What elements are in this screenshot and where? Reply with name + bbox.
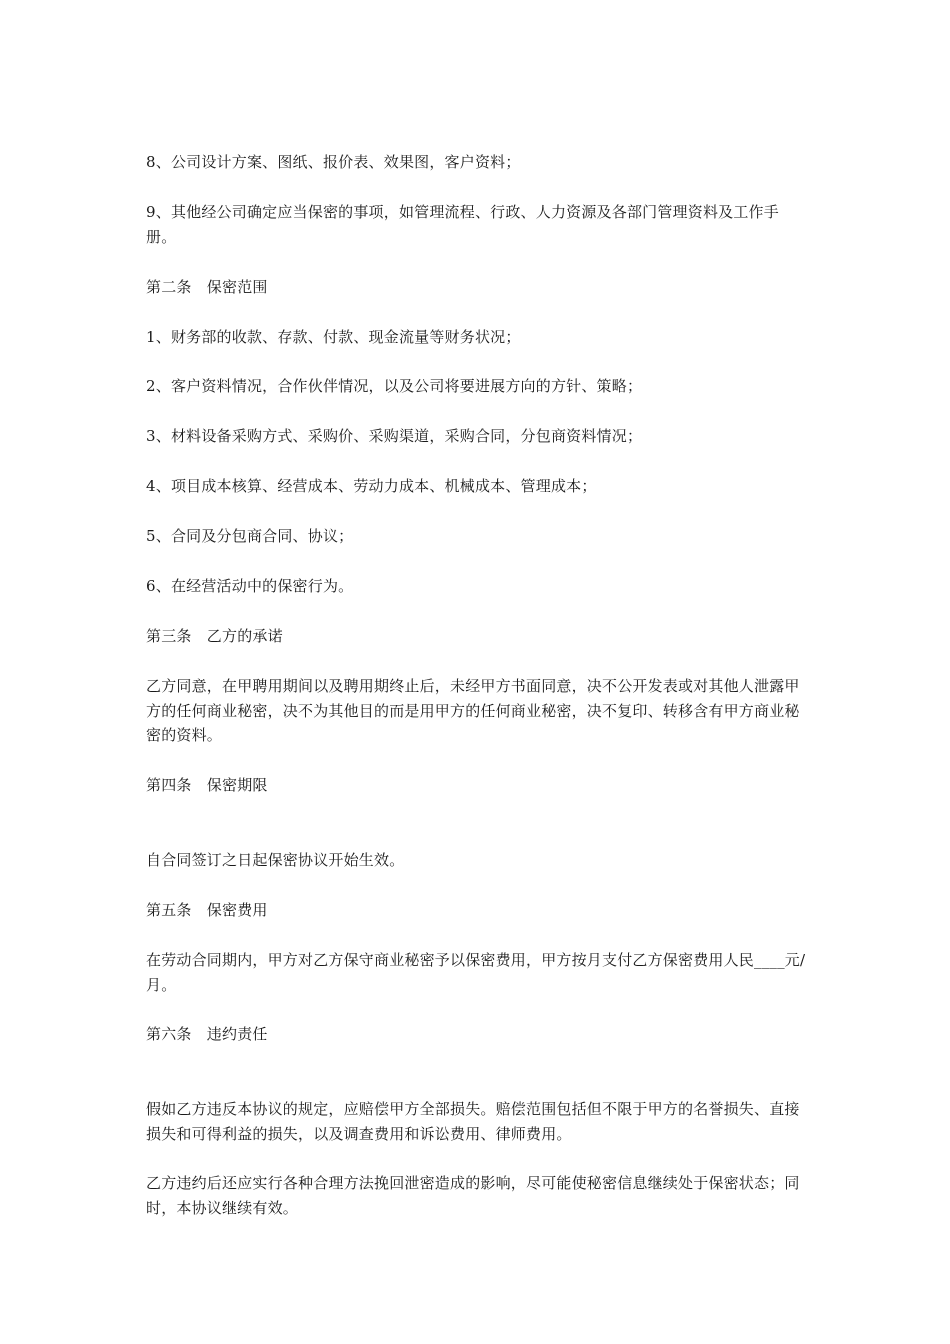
section-4-heading: 第四条 保密期限 (146, 776, 268, 794)
section-2-heading: 第二条 保密范围 (146, 278, 268, 296)
item-9: 9、其他经公司确定应当保密的事项，如管理流程、行政、人力资源及各部门管理资料及工作手册。 (146, 203, 779, 246)
section-6-body-2: 乙方违约后还应实行各种合理方法挽回泄密造成的影响，尽可能使秘密信息继续处于保密状态；同时，本协议继续有效。 (146, 1174, 800, 1217)
section-3-heading: 第三条 乙方的承诺 (146, 627, 283, 645)
section-2-item-3: 3、材料设备采购方式、采购价、采购渠道，采购合同，分包商资料情况； (146, 427, 643, 445)
section-2-item-4: 4、项目成本核算、经营成本、劳动力成本、机械成本、管理成本； (146, 477, 597, 495)
section-2-item-6: 6、在经营活动中的保密行为。 (146, 577, 354, 595)
item-8: 8、公司设计方案、图纸、报价表、效果图，客户资料； (146, 153, 521, 171)
section-2-item-5: 5、合同及分包商合同、协议； (146, 527, 354, 545)
section-5-body: 在劳动合同期内，甲方对乙方保守商业秘密予以保密费用，甲方按月支付乙方保密费用人民____元/月。 (146, 951, 806, 994)
section-6-body-1: 假如乙方违反本协议的规定，应赔偿甲方全部损失。赔偿范围包括但不限于甲方的名誉损失、直接损失和可得利益的损失，以及调查费用和诉讼费用、律师费用。 (146, 1100, 800, 1143)
section-5-heading: 第五条 保密费用 (146, 901, 268, 919)
section-6-heading: 第六条 违约责任 (146, 1025, 268, 1043)
section-2-item-1: 1、财务部的收款、存款、付款、现金流量等财务状况； (146, 328, 521, 346)
section-2-item-2: 2、客户资料情况，合作伙伴情况，以及公司将要进展方向的方针、策略； (146, 377, 643, 395)
section-4-body: 自合同签订之日起保密协议开始生效。 (146, 851, 405, 869)
section-3-body: 乙方同意，在甲聘用期间以及聘用期终止后，未经甲方书面同意，决不公开发表或对其他人泄露甲方的任何商业秘密，决不为其他目的而是用甲方的任何商业秘密，决不复印、转移含有甲方商业秘密的资料。 (146, 677, 800, 744)
